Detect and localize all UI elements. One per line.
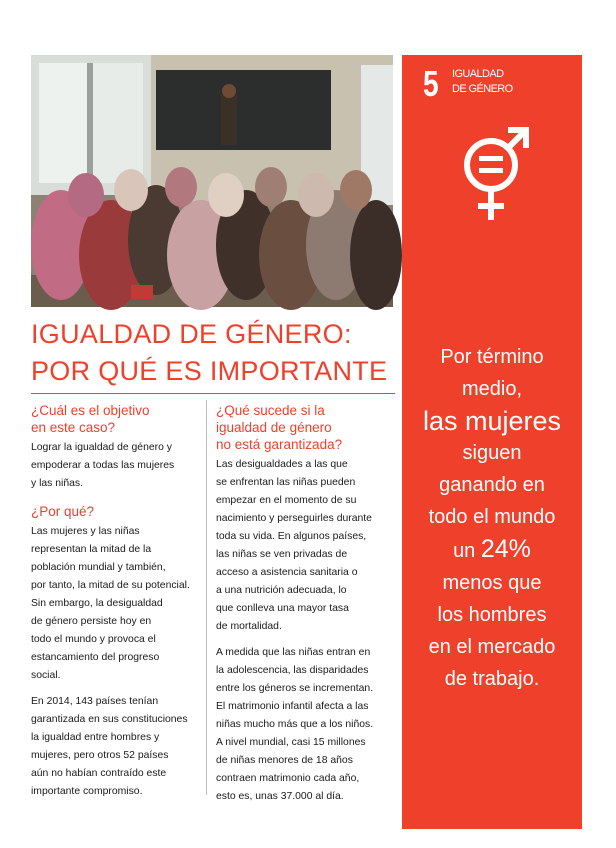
stat-line: de trabajo. [444, 668, 540, 690]
stat-highlight: las mujeres [422, 406, 562, 436]
stat-line: en el mercado [428, 636, 556, 658]
question-line: no está garantizada? [216, 437, 343, 452]
question-consequences [216, 402, 388, 453]
goal-name-line1: IGUALDAD [452, 68, 504, 80]
text-line: representan la mitad de la [31, 544, 152, 555]
answer-constitutions [31, 693, 191, 801]
text-line: A nivel mundial, casi 15 millones [216, 737, 366, 748]
text-line: la adolescencia, las disparidades [216, 665, 369, 676]
text-line: de niñas menores de 18 años [216, 755, 353, 766]
text-line: las niñas se ven privadas de [216, 549, 348, 560]
answer-inequalities [216, 456, 388, 636]
text-line: empoderar a todas las mujeres [31, 460, 175, 471]
answer-objective [31, 439, 191, 493]
left-column [31, 402, 191, 809]
text-line: de mortalidad. [216, 621, 282, 632]
text-line: toda su vida. En algunos países, [216, 531, 367, 542]
text-line: estancamiento del progreso [31, 652, 160, 663]
answer-adolescence [216, 644, 388, 806]
right-column [216, 402, 388, 814]
column-divider [206, 400, 207, 795]
title-line2: POR QUÉ ES IMPORTANTE [31, 356, 388, 386]
text-line: Las desigualdades a las que [216, 459, 348, 470]
text-line: que conlleva una mayor tasa [216, 603, 349, 614]
classroom-photo-illustration [31, 55, 393, 307]
text-line: En 2014, 143 países tenían [31, 696, 159, 707]
text-line: empezar en el momento de su [216, 495, 357, 506]
answer-why [31, 523, 191, 685]
title-divider [31, 393, 395, 394]
text-line: de género persiste hoy en [31, 616, 152, 627]
text-line: El matrimonio infantil afecta a las [216, 701, 369, 712]
question-objective [31, 402, 191, 436]
classroom-photo [31, 55, 393, 307]
text-line: entre los géneros se incrementan. [216, 683, 374, 694]
text-line: mujeres, pero otros 52 países [31, 750, 169, 761]
text-line: a una nutrición adecuada, lo [216, 585, 347, 596]
title-line1: IGUALDAD DE GÉNERO: [31, 319, 352, 349]
text-line: niñas mucho más que a los niños. [216, 719, 374, 730]
question-line: igualdad de género [216, 420, 332, 435]
text-line: Lograr la igualdad de género y [31, 442, 172, 453]
question-line: ¿Cuál es el objetivo [31, 403, 150, 418]
stat-line: todo el mundo [428, 506, 556, 528]
stat-line: menos que [442, 572, 542, 594]
stat-line: ganando en [439, 474, 545, 496]
text-line: por tanto, la mitad de su potencial. [31, 580, 190, 591]
text-line: acceso a asistencia sanitaria o [216, 567, 358, 578]
text-line: Las mujeres y las niñas [31, 526, 140, 537]
text-line: población mundial y también, [31, 562, 166, 573]
text-line: garantizada en sus constituciones [31, 714, 188, 725]
page-title [31, 316, 393, 394]
statistic-callout [402, 341, 582, 695]
question-why: ¿Por qué? [31, 504, 95, 519]
stat-line: siguen [462, 442, 522, 464]
text-line: nacimiento y perseguirles durante [216, 513, 372, 524]
stat-line: medio, [461, 378, 523, 400]
text-line: y las niñas. [31, 478, 83, 489]
text-line: contraen matrimonio cada año, [216, 773, 360, 784]
text-line: la igualdad entre hombres y [31, 732, 160, 743]
text-line: social. [31, 670, 61, 681]
stat-line: los hombres [437, 604, 547, 626]
stat-line-pre: un [453, 540, 481, 562]
goal-panel [402, 55, 582, 829]
goal-name-line2: DE GÉNERO [452, 83, 513, 95]
question-line: en este caso? [31, 420, 116, 435]
text-line: aún no habían contraído este [31, 768, 167, 779]
goal-number: 5 [423, 63, 438, 104]
stat-percent: 24% [480, 535, 531, 563]
text-line: esto es, unas 37.000 al día. [216, 791, 344, 802]
question-line: ¿Qué sucede si la [216, 403, 325, 418]
text-line: todo el mundo y provoca el [31, 634, 156, 645]
text-line: se enfrentan las niñas pueden [216, 477, 356, 488]
gender-equality-icon [458, 122, 530, 237]
stat-line: Por término [440, 346, 544, 368]
text-line: importante compromiso. [31, 786, 143, 797]
text-line: A medida que las niñas entran en [216, 647, 371, 658]
goal-name [452, 67, 542, 97]
text-line: Sin embargo, la desigualdad [31, 598, 163, 609]
stat-line-percent [402, 533, 582, 567]
